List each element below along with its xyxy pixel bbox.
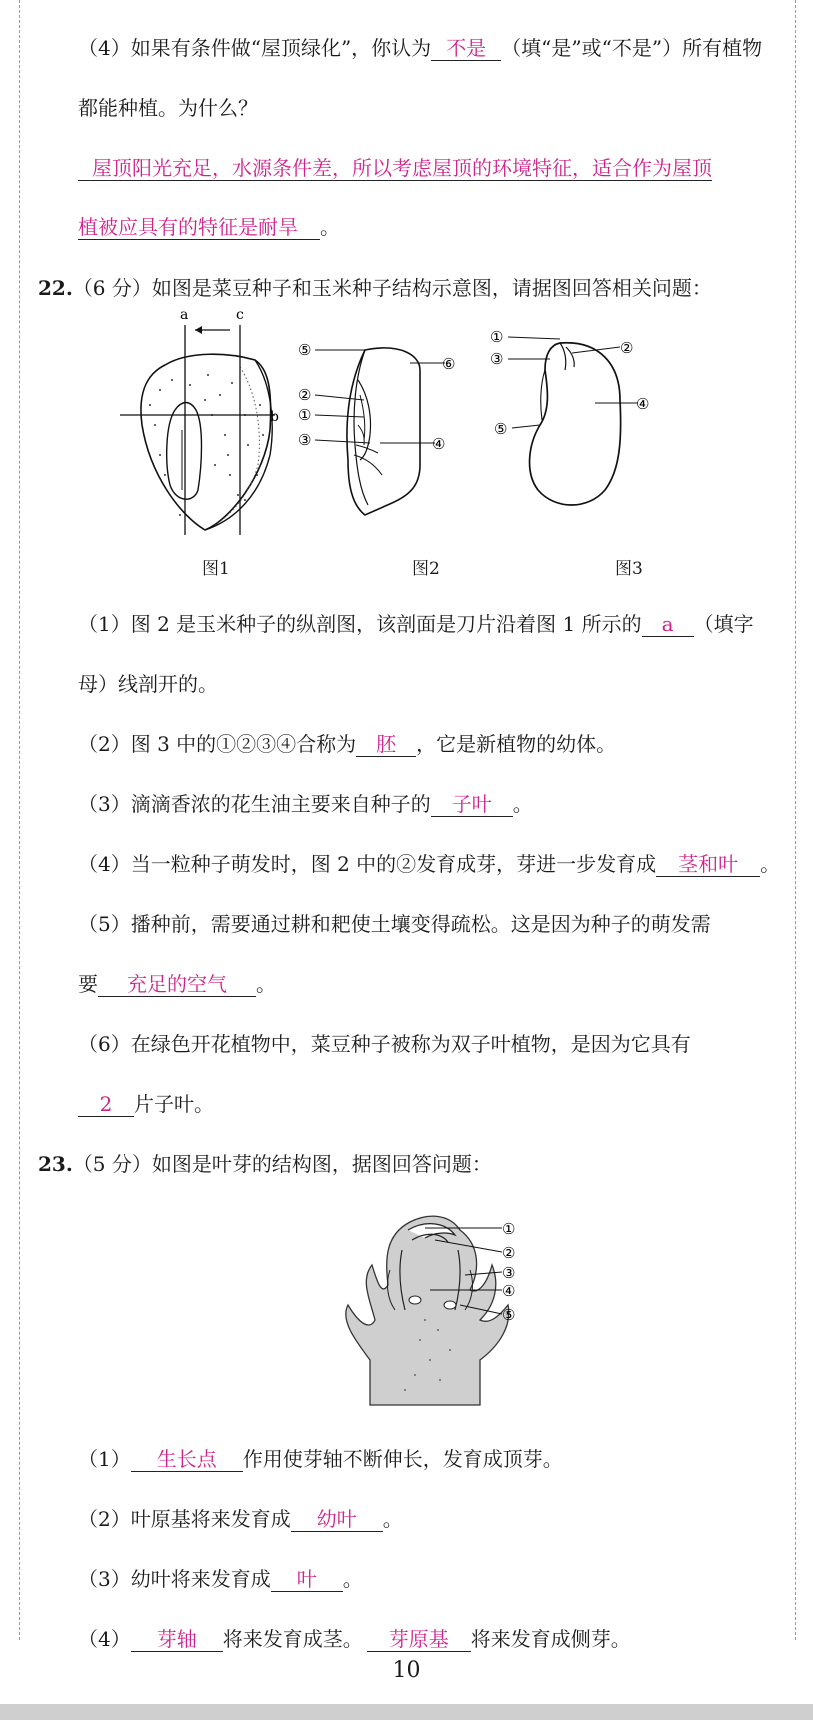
q22-seed-figures [120, 307, 730, 545]
q22-title [38, 274, 712, 302]
q23-number: 23. [38, 1152, 73, 1176]
figure2-label-6: ⑥ [442, 355, 456, 373]
q21-part4-line1 [78, 34, 762, 62]
figure1-label-b: b [270, 409, 279, 425]
right-margin-rule [795, 0, 797, 1640]
figure1-label-a: a [180, 307, 189, 323]
figure2-label-3: ③ [298, 431, 312, 449]
q23-title-text: （5 分）如图是叶芽的结构图，据图回答问题： [72, 1152, 492, 1176]
q21-reason-line2: 植被应具有的特征是耐旱 。 [78, 215, 340, 239]
q23-part4: （4） 芽轴 将来发育成茎。 芽原基 将来发育成侧芽。 [78, 1627, 631, 1651]
bud-label-2: ② [502, 1244, 516, 1262]
q23-part4-answer-1: 芽轴 [131, 1627, 223, 1652]
q23-part1-answer: 生长点 [131, 1447, 243, 1472]
figure3-bean-section [490, 328, 649, 505]
bud-label-1: ① [502, 1220, 516, 1238]
q22-part5-line2: 要 充足的空气 。 [78, 972, 276, 996]
figure2-label-4: ④ [432, 435, 446, 453]
figure3-label-2: ② [620, 339, 634, 357]
figure2-corn-section [298, 341, 455, 515]
page-number: 10 [392, 1658, 421, 1683]
figure1-label-c: c [236, 307, 244, 323]
q21-part4-hint: （填“是”或“不是”）所有植物 [501, 36, 763, 60]
q23-leaf-bud-figure [330, 1210, 550, 1410]
q21-reason-answer-1: 屋顶阳光充足，水源条件差，所以考虑屋顶的环境特征，适合作为屋顶 [78, 156, 712, 181]
q23-part4-answer-2: 芽原基 [367, 1627, 471, 1652]
figure3-caption: 图3 [615, 559, 643, 579]
figure2-caption: 图2 [412, 559, 440, 579]
q22-title-text: （6 分）如图是菜豆种子和玉米种子结构示意图，请据图回答相关问题： [72, 276, 712, 300]
q22-part1-line2: 母）线剖开的。 [78, 672, 218, 696]
q22-part5-answer: 充足的空气 [98, 972, 256, 997]
q23-part3: （3）幼叶将来发育成 叶 。 [78, 1567, 363, 1591]
page-bottom-edge [0, 1704, 813, 1720]
q21-part4-question: 都能种植。为什么？ [78, 96, 258, 120]
figure3-label-4: ④ [636, 395, 650, 413]
q23-title [38, 1150, 492, 1178]
q22-part6-line2: 2 片子叶。 [78, 1090, 214, 1118]
q22-part5-line1: （5）播种前，需要通过耕和耙使土壤变得疏松。这是因为种子的萌发需 [78, 912, 711, 936]
q22-part1-line1: （1）图 2 是玉米种子的纵剖图，该剖面是刀片沿着图 1 所示的 a （填字 [78, 612, 754, 636]
q23-part3-answer: 叶 [271, 1567, 343, 1592]
figure2-label-5: ⑤ [298, 341, 312, 359]
figure3-label-1: ① [490, 328, 504, 346]
q22-part3-answer: 子叶 [431, 792, 513, 817]
q22-part1-answer: a [642, 612, 694, 637]
figure2-label-1: ① [298, 406, 312, 424]
figure1-caption: 图1 [202, 559, 230, 579]
q22-part2-answer: 胚 [356, 732, 416, 757]
figure3-label-3: ③ [490, 350, 504, 368]
figure3-label-5: ⑤ [494, 420, 508, 438]
q22-part4: （4）当一粒种子萌发时，图 2 中的②发育成芽，芽进一步发育成 茎和叶 。 [78, 852, 781, 876]
figure1-corn-seed [120, 307, 279, 535]
q21-part4-line2 [78, 94, 258, 122]
left-margin-rule [19, 0, 21, 1640]
q21-reason-answer-2: 植被应具有的特征是耐旱 [78, 215, 320, 240]
q21-reason-line1 [78, 154, 712, 182]
q22-part6-line1: （6）在绿色开花植物中，菜豆种子被称为双子叶植物，是因为它具有 [78, 1032, 691, 1056]
bud-label-3: ③ [502, 1264, 516, 1282]
q22-part4-answer: 茎和叶 [656, 852, 760, 877]
bud-label-4: ④ [502, 1282, 516, 1300]
q22-part6-answer: 2 [78, 1092, 134, 1117]
q23-part1: （1） 生长点 作用使芽轴不断伸长，发育成顶芽。 [78, 1447, 563, 1471]
q23-part2: （2）叶原基将来发育成 幼叶 。 [78, 1507, 403, 1531]
q21-part4-text: （4）如果有条件做“屋顶绿化”，你认为 [78, 36, 432, 60]
figure2-label-2: ② [298, 386, 312, 404]
q22-part2: （2）图 3 中的①②③④合称为 胚 ，它是新植物的幼体。 [78, 732, 617, 756]
q23-part2-answer: 幼叶 [291, 1507, 383, 1532]
q22-number: 22. [38, 276, 73, 300]
bud-label-5: ⑤ [502, 1306, 516, 1324]
q22-part3: （3）滴滴香浓的花生油主要来自种子的 子叶 。 [78, 792, 533, 816]
q21-part4-answer: 不是 [431, 36, 501, 61]
